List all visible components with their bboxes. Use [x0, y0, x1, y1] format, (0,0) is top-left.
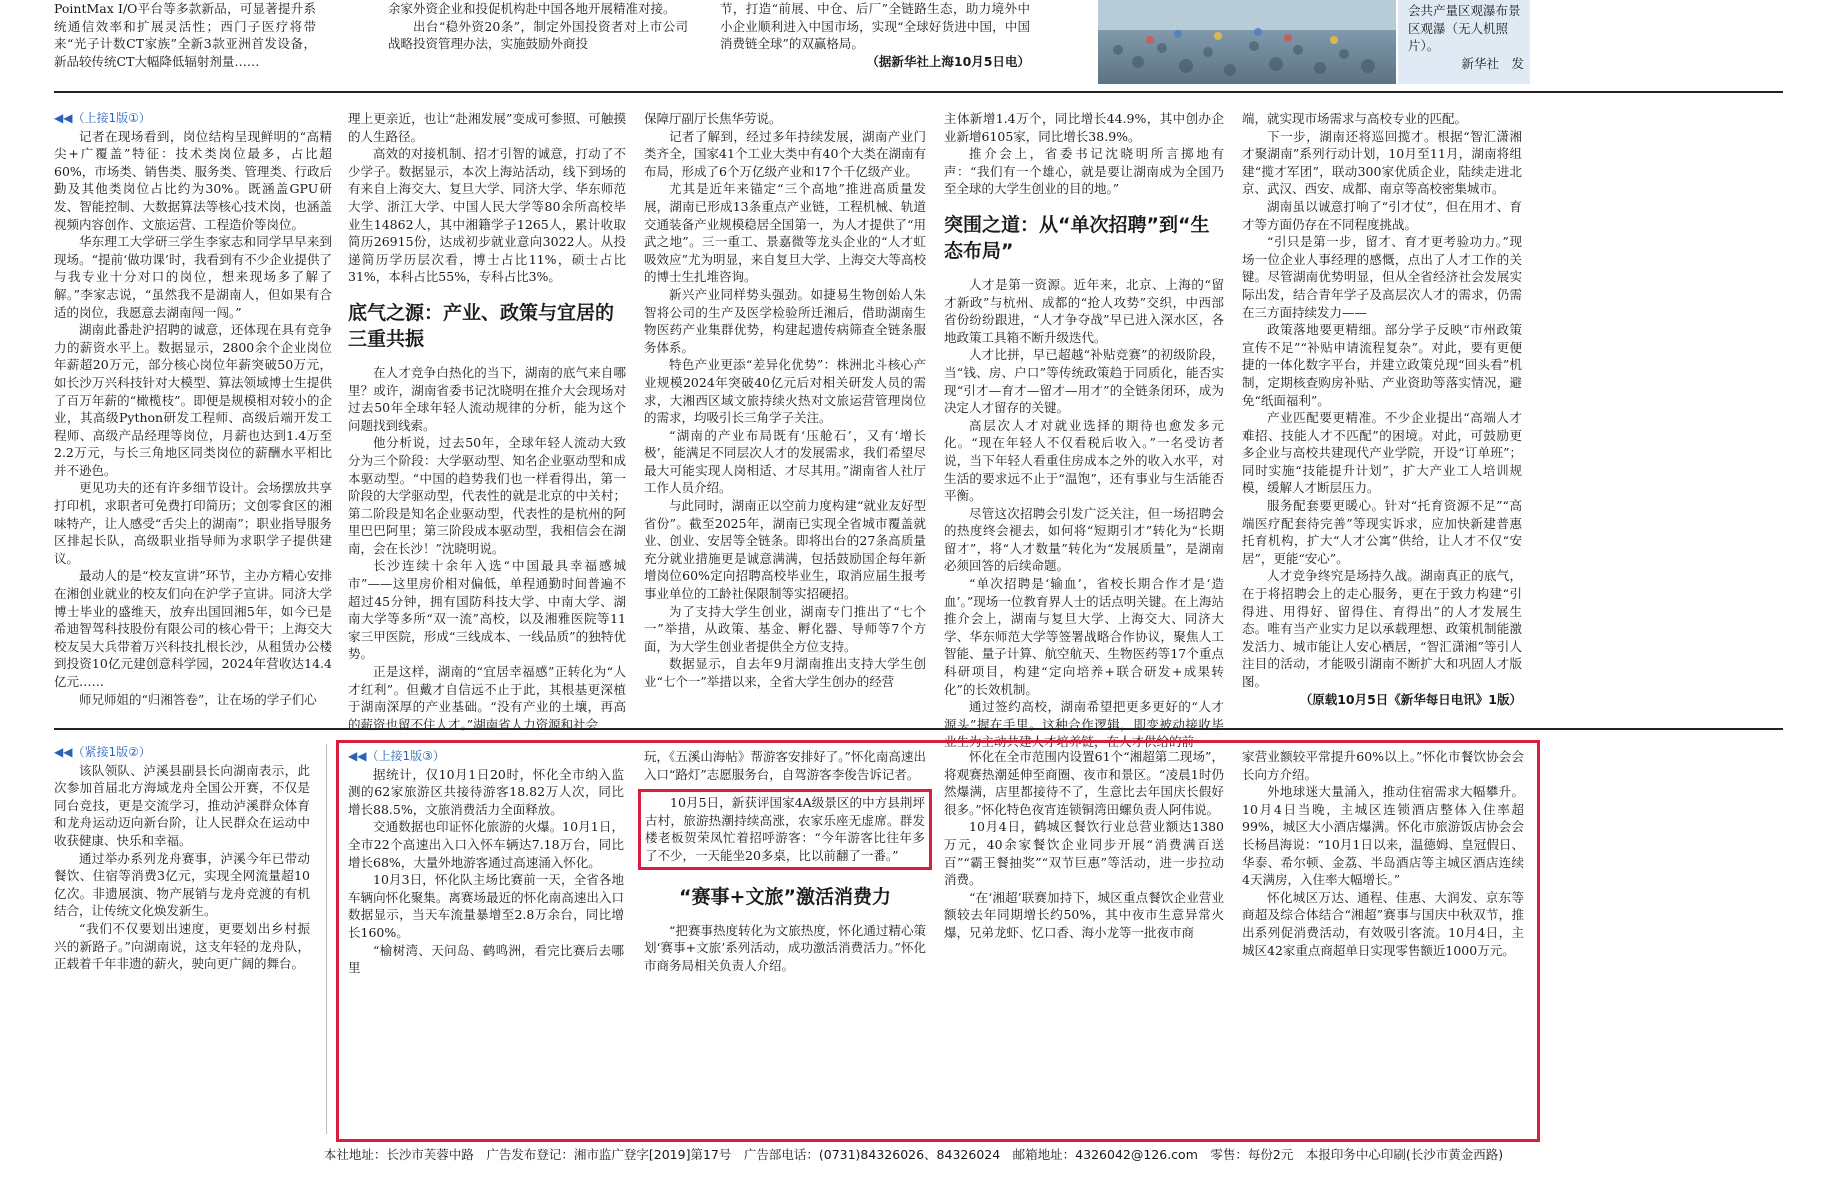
- mid-col-3-para: 特色产业更添“差异化优势”：株洲北斗核心产业规模2024年突破40亿元后对相关研发人员的需求，大湘西区域文旅持续火热对文旅运营管理岗位的需求，均吸引长三角学子关注。: [644, 357, 926, 426]
- mid-col-4-para: “单次招聘是‘输血’，省校长期合作才是‘造血’。”现场一位教育界人士的话点明关键。在上海站推介会上，湖南与复旦大学、上海交大、同济大学、华东师范大学等签署战略合作协议，聚焦人工智能、量子计算、航空航天、生物医药等17个重点科研项目，构建“定向培养+联合研发+成果转化”的长效机制。: [944, 576, 1224, 697]
- highlighted-paragraph: 10月5日，新获评国家4A级景区的中方县荆坪古村，旅游热潮持续高涨，农家乐座无虚席。群发楼老板贺荣凤忙着招呼游客：“今年游客比往年多了不少，一天能坐20多桌，比以前翻了一番。”: [645, 795, 925, 863]
- mid-col-3-para: 数据显示，自去年9月湖南推出支持大学生创业“七个一”举措以来，全省大学生创办的经营: [644, 656, 926, 689]
- bottom-col-5: [1242, 748, 1524, 1132]
- bottom-col-2-para: “榆树湾、天问岛、鹤鸣洲，看完比赛后去哪里: [348, 942, 624, 976]
- bottom-col-4: [944, 748, 1224, 1132]
- bottom-col-2-para: 10月3日，怀化队主场比赛前一天，全省各地车辆向怀化聚集。离赛场最近的怀化南高速出入口数据显示，当天车流量暴增至2.8万余台，同比增长160%。: [348, 872, 624, 940]
- bottom-col-1-para: 该队领队、泸溪县副县长向湖南表示，此次参加首届北方海域龙舟全国公开赛，不仅是同台竞技，更是交流学习，推动泸溪群众体育和龙舟运动迈向新台阶，让人民群众在运动中收获健康、快乐和幸福。: [54, 762, 310, 848]
- bottom-col-1-para: “我们不仅要划出速度，更要划出乡村振兴的新路子。”向湖南说，这支年轻的龙舟队，正载着千年非遗的薪火，驶向更广阔的舞台。: [54, 920, 310, 972]
- top-col-3-source: （据新华社上海10月5日电）: [866, 53, 1030, 69]
- bottom-col-3-para: “把赛事热度转化为文旅热度，怀化通过精心策划‘赛事+文旅’系列活动，成功激活消费活力。”怀化市商务局相关负责人介绍。: [644, 922, 926, 973]
- mid-col-3: [644, 110, 926, 714]
- mid-col-5-para: 政策落地要更精细。部分学子反映“市州政策宣传不足”“补贴申请流程复杂”。对此，要有更便捷的一体化数字平台，并建立政策兑现“回头看”机制，定期核查购房补贴、产业资助等落实情况，避免“纸面福利”。: [1242, 322, 1522, 408]
- mid-col-4: [944, 110, 1224, 750]
- mid-col-5-para: 人才竞争终究是场持久战。湖南真正的底气，在于将招聘会上的走心服务，更在于致力构建“引得进、用得好、留得住、育得出”的人才发展生态。唯有当产业实力足以承载理想、政策机制能激发活力、城市能让人安心栖居，“智汇潇湘”等引人注目的活动，才能吸引湖南不断扩大和巩固人才版图。: [1242, 568, 1522, 689]
- mid-col-2-para: 在人才竞争白热化的当下，湖南的底气来自哪里？或许，湖南省委书记沈晓明在推介大会现场对过去50年全球年轻人流动规律的分析，能为这个问题找到线索。: [348, 364, 626, 433]
- mid-col-5-source: （原载10月5日《新华每日电讯》1版）: [1299, 691, 1522, 707]
- top-col-1: [54, 0, 316, 84]
- section-divider-top: [54, 91, 1783, 93]
- mid-col-1-para: 湖南此番赴沪招聘的诚意，还体现在具有竞争力的薪资水平上。数据显示，2800余个企业岗位年薪超20万元，部分核心岗位年薪突破50万元，如长沙万兴科技针对大模型、算法领域博士生提供了百万年薪的“橄榄枝”。即便是规模相对较小的企业，其高级Python研发工程师、高级后端开发工程师、高级产品经理等岗位，月薪也达到1.4万至2.2万元，与长三角地区同类岗位的薪酬水平相比并不逊色。: [54, 322, 332, 478]
- bottom-col-1: [54, 744, 310, 1134]
- mid-col-4-para: 人才是第一资源。近年来，北京、上海的“留才新政”与杭州、成都的“抢人攻势”交织，中西部省份纷纷跟进，“人才争夺战”早已进入深水区，各地政策工具箱不断升级迭代。: [944, 276, 1224, 345]
- newspaper-footer: 本社地址：长沙市芙蓉中路 广告发布登记：湘市监广登字[2019]第17号 广告部电话：(0731)84326026、84326024 邮箱地址：4326042@126.com 零售：每份2元 本报印务中心印刷(长沙市黄金西路): [323, 1147, 1504, 1162]
- mid-col-3-para: 为了支持大学生创业，湖南专门推出了“七个一”举措，从政策、基金、孵化器、导师等7个方面，为大学生创业者提供全方位支持。: [644, 603, 926, 654]
- continued-from-label: ◀◀（上接1版③）: [348, 749, 445, 763]
- top-col-2-text-a: 余家外资企业和投促机构赴中国各地开展精准对接。: [388, 1, 676, 16]
- mid-col-4-para: 通过签约高校，湖南希望把更多更好的“人才源头”握在手里。这种合作逻辑，即变被动接收毕业生为主动共建人才培养链，在人才供给的前: [944, 699, 1224, 750]
- mid-col-5-para: 下一步，湖南还将巡回揽才。根据“智汇潇湘 才聚湖南”系列行动计划，10月至11月，湖南将组建“揽才军团”，联动300家优质企业，陆续走进北京、武汉、西安、成都、南京等高校密集城市。: [1242, 128, 1535, 197]
- mid-col-1-para: 记者在现场看到，岗位结构呈现鲜明的“高精尖+广覆盖”特征：技术类岗位最多，占比超60%，市场类、销售类、服务类、管理类、行政后勤及其他类岗位占比约为30%。既涵盖GPU研发、智能控制、大数据算法等核心技术岗，也涵盖视频内容创作、文旅运营、工程造价等岗位。: [54, 128, 332, 232]
- section-heading-breakthrough: 突围之道：从“单次招聘”到“生态布局”: [944, 213, 1210, 262]
- bottom-col-2-para: 据统计，仅10月1日20时，怀化全市纳入监测的62家旅游区共接待游客18.82万人次，同比增长88.5%，文旅消费活力全面释放。: [348, 766, 624, 817]
- mid-col-3-para: 保障厅副厅长焦华劳说。: [644, 111, 782, 126]
- top-col-2-text-b: 出台“稳外资20条”，制定外国投资者对上市公司战略投资管理办法，实施鼓励外商投: [388, 18, 688, 52]
- mid-col-1-para: 华东理工大学研三学生李家志和同学早早来到现场。“提前‘做功课’时，我看到有不少企业提供了与我专业十分对口的岗位，想来现场多了解了解。”李家志说，“虽然我不是湖南人，但如果有合适的岗位，我愿意去湖南闯一闯。”: [54, 234, 332, 320]
- bottom-col-3: [644, 748, 926, 1132]
- mid-col-2-para: 他分析说，过去50年，全球年轻人流动大致分为三个阶段：大学驱动型、知名企业驱动型和成本驱动型。“中国的趋势我们也一样看得出，第一阶段的大学驱动型，代表性的就是北京的中关村；第二阶段是知名企业驱动型，代表性的是杭州的阿里巴巴阿里；第三阶段成本驱动型，我相信会在湖南，会在长沙！”沈晓明说。: [348, 435, 626, 556]
- section-divider-bottom: [54, 728, 1783, 730]
- mid-col-1-para: 师兄师姐的“归湘答卷”，让在场的学子们心: [79, 691, 317, 707]
- mid-col-1: [54, 110, 332, 714]
- mid-col-4-para: 推介会上，省委书记沈晓明所言掷地有声：“我们有一个雄心，就是要让湖南成为全国乃至全球的大学生创业的目的地。”: [944, 146, 1224, 197]
- mid-col-5-para: 端，就实现市场需求与高校专业的匹配。: [1242, 111, 1468, 126]
- bottom-col-5-para: 外地球迷大量涌入，推动住宿需求大幅攀升。10月4日当晚，主城区连锁酒店整体入住率超99%，城区大小酒店爆满。怀化市旅游饭店协会会长杨昌海说：“10月1日以来，温德姆、皇冠假日、华泰、希尔顿、金荔、半岛酒店等主城区酒店连续4天满房，入住率大幅增长。”: [1242, 784, 1524, 888]
- mid-col-3-para: 与此同时，湖南正以空前力度构建“就业友好型省份”。截至2025年，湖南已实现全省城市覆盖就业、创业、安居等全链条。即将出台的27条高质量充分就业措施更是诚意满满，包括鼓励国企每年新增岗位60%定向招聘高校毕业生，取消应届生报考事业单位的工龄社保限制等实招硬招。: [644, 498, 926, 602]
- crowd-photo-graphic: [1098, 0, 1396, 84]
- mid-col-5-para: 服务配套要更暖心。针对“托育资源不足”“高端医疗配套待完善”等现实诉求，应加快新建普惠托育机构，扩大“人才公寓”供给，让人才不仅“安居”，更能“安心”。: [1242, 498, 1522, 566]
- mid-col-2: [348, 110, 626, 732]
- mid-col-5-para: “引只是第一步，留才、育才更考验功力。”现场一位企业人事经理的感慨，点出了人才工作的关键。尽管湖南优势明显，但从全省经济社会发展实际出发，结合青年学子及高层次人才的需求，仍需在三方面持续发力——: [1242, 234, 1522, 320]
- top-col-3: [720, 0, 1030, 84]
- bottom-column-rule: [326, 744, 327, 1134]
- mid-col-3-para: 记者了解到，经过多年持续发展，湖南产业门类齐全，国家41个工业大类中有40个大类在湖南有布局，形成了6个万亿级产业和17个千亿级产业。: [644, 128, 926, 179]
- mid-col-3-para: “湖南的产业布局既有‘压舱石’，又有‘增长极’，能满足不同层次人才的发展需求，我们希望尽最大可能实现人岗相适、才尽其用。”湖南省人社厅工作人员介绍。: [644, 427, 926, 496]
- top-col-2: [388, 0, 688, 84]
- mid-col-4-para: 人才比拼，早已超越“补贴竞赛”的初级阶段，当“钱、房、户口”等传统政策趋于同质化，能否实现“引才—育才—留才—用才”的全链条闭环，成为决定人才留存的关键。: [944, 347, 1224, 416]
- bottom-col-2-para: 交通数据也印证怀化旅游的火爆。10月1日，全市22个高速出入口入怀车辆达7.18万台，同比增长68%，大量外地游客通过高速涌入怀化。: [348, 819, 624, 870]
- photo-caption: [1398, 0, 1530, 84]
- mid-col-2-para: 长沙连续十余年入选“中国最具幸福感城市”——这里房价相对偏低，单程通勤时间普遍不超过45分钟，拥有国防科技大学、中南大学、湖南大学等多所“双一流”高校，以及湘雅医院等11家三甲医院，形成“三线成本、一线品质”的独特优势。: [348, 558, 626, 662]
- photo-caption-credit: 新华社 发: [1461, 55, 1524, 71]
- section-heading-confidence: 底气之源：产业、政策与宜居的三重共振: [348, 301, 615, 350]
- bottom-col-4-para: 10月4日，鹤城区餐饮行业总营业额达1380万元，40余家餐饮企业同步开展“消费满百送百”“霸王餐抽奖”“双节巨惠”等活动，进一步拉动消费。: [944, 819, 1224, 888]
- mid-col-5: [1242, 110, 1535, 714]
- bottom-col-2: [348, 748, 624, 1132]
- mid-col-4-para: 高层次人才对就业选择的期待也愈发多元化。“现在年轻人不仅看税后收入。”一名受访者说，当下年轻人看重住房成本之外的收入水平，对生活的要求远不止于“温饱”，还有事业与生活能否平衡。: [944, 417, 1224, 504]
- continued-from-label: ◀◀（紧接1版②）: [54, 745, 151, 759]
- top-col-1-text: PointMax I/O平台等多款新品，可显著提升系统通信效率和扩展灵活性；西门子医疗将带来“光子计数CT家族”全新3款亚洲首发设备，新品较传统CT大幅降低辐射剂量……: [54, 1, 316, 69]
- mid-col-1-para: 最动人的是“校友宣讲”环节，主办方精心安排在湘创业就业的校友们向在沪学子宣讲。同济大学博士毕业的盛维天，放弃出国回湘5年，如今已是希迪智驾科技股份有限公司的核心骨干；上海交大校友吴大兵带着万兴科技扎根长沙，从租赁办公楼到投资10亿元建创意科学园，2024年营收达14.4亿元……: [54, 568, 332, 689]
- bottom-col-4-para: “在‘湘超’联赛加持下，城区重点餐饮企业营业额较去年同期增长约50%，其中夜市生意异常火爆，兄弟龙虾、忆口香、海小龙等一批夜市商: [944, 889, 1224, 940]
- photo-caption-text: 会共产量区观瀑布景区观瀑（无人机照片）。: [1408, 3, 1521, 53]
- mid-col-2-para: 正是这样，湖南的“宜居幸福感”正转化为“人才红利”。但戴才自信远不止于此，其根基更深植于湖南深厚的产业基础。“没有产业的土壤，再高的薪资也留不住人才。”湖南省人力资源和社会: [348, 664, 626, 732]
- mid-col-4-para: 主体新增1.4万个，同比增长44.9%，其中创办企业新增6105家，同比增长38.9%。: [944, 111, 1224, 144]
- bottom-col-3-para: 玩，《五溪山海帖》帮游客安排好了。”怀化南高速出入口“路灯”志愿服务台，自驾游客李俊告诉记者。: [644, 749, 926, 782]
- section-heading-consumption: “赛事+文旅”激活消费力: [679, 885, 891, 908]
- bottom-col-1-para: 通过举办系列龙舟赛事，泸溪今年已带动餐饮、住宿等消费3亿元，实现全网流量超10亿次。非遗展演、物产展销与龙舟竞渡的有机结合，让传统文化焕发新生。: [54, 850, 310, 919]
- bottom-col-5-para: 怀化城区万达、通程、佳惠、大润发、京东等商超及综合体结合“湘超”赛事与国庆中秋双节，推出系列促消费活动，有效吸引客流。10月4日，主城区42家重点商超单日实现零售额近1000万元。: [1242, 889, 1524, 958]
- mid-col-2-para: 理上更亲近，也让“赴湘发展”变成可参照、可触摸的人生路径。: [348, 111, 626, 144]
- mid-col-1-para: 更见功夫的还有许多细节设计。会场摆放共享打印机，求职者可免费打印简历；文创零食区的湘味特产，让人感受“舌尖上的湖南”；职业指导服务区排起长队，高级职业指导师为求职学子提供建议。: [54, 480, 332, 566]
- continued-from-label: ◀◀（上接1版①）: [54, 111, 151, 125]
- mid-col-3-para: 新兴产业同样势头强劲。如捷易生物创始人朱智将公司的生产及医学检验所迁湘后，借助湖南生物医药产业集群优势，构建起遗传病筛查全链条服务体系。: [644, 286, 926, 355]
- mid-col-3-para: 尤其是近年来锚定“三个高地”推进高质量发展，湖南已形成13条重点产业链，工程机械、轨道交通装备产业规模稳居全国第一，为人才提供了“用武之地”。三一重工、景嘉微等龙头企业的“人才虹吸效应”尤为明显，来自复旦大学、上海交大等高校的博士生扎堆咨询。: [644, 181, 926, 285]
- bottom-col-5-para: 家营业额较平常提升60%以上。”怀化市餐饮协会会长向方介绍。: [1242, 749, 1524, 782]
- waterfall-crowd-photo: [1098, 0, 1396, 84]
- mid-col-2-para: 高效的对接机制、招才引智的诚意，打动了不少学子。数据显示，本次上海站活动，线下到场的有来自上海交大、复旦大学、同济大学、华东师范大学、浙江大学、中国人民大学等80余所高校毕业生14862人，其中湘籍学子1265人，累计收取简历26915份，达成初步就业意向3022人。从投递简历学历层次看，博士占比11%，硕士占比31%，本科占比55%，专科占比3%。: [348, 146, 626, 285]
- highlight-box-quote: [638, 789, 932, 869]
- mid-col-4-para: 尽管这次招聘会引发广泛关注，但一场招聘会的热度终会褪去，如何将“短期引才”转化为“长期留才”，将“人才数量”转化为“发展质量”，是湖南必须回答的后续命题。: [944, 505, 1224, 574]
- top-col-3-text: 节，打造“前展、中仓、后厂”全链路生态，助力境外中小企业顺利进入中国市场，实现“全球好货进中国，中国消费链全球”的双赢格局。: [720, 1, 1030, 52]
- mid-col-5-para: 湖南虽以诚意打响了“引才仗”，但在用才、育才等方面仍存在不同程度挑战。: [1242, 198, 1522, 232]
- mid-col-5-para: 产业匹配要更精准。不少企业提出“高端人才难招、技能人才不匹配”的困境。对此，可鼓励更多企业与高校共建现代产业学院，开设“订单班”；同时实施“技能提升计划”，扩大产业工人培训规模，缓解人才断层压力。: [1242, 410, 1522, 496]
- bottom-col-4-para: 怀化在全市范围内设置61个“湘超第二现场”，将观赛热潮延伸至商圈、夜市和景区。“凌晨1时仍然爆满，店里都接待不了，生意比去年国庆长假好很多。”怀化特色夜宵连锁铜湾田螺负责人阿伟说。: [944, 749, 1224, 817]
